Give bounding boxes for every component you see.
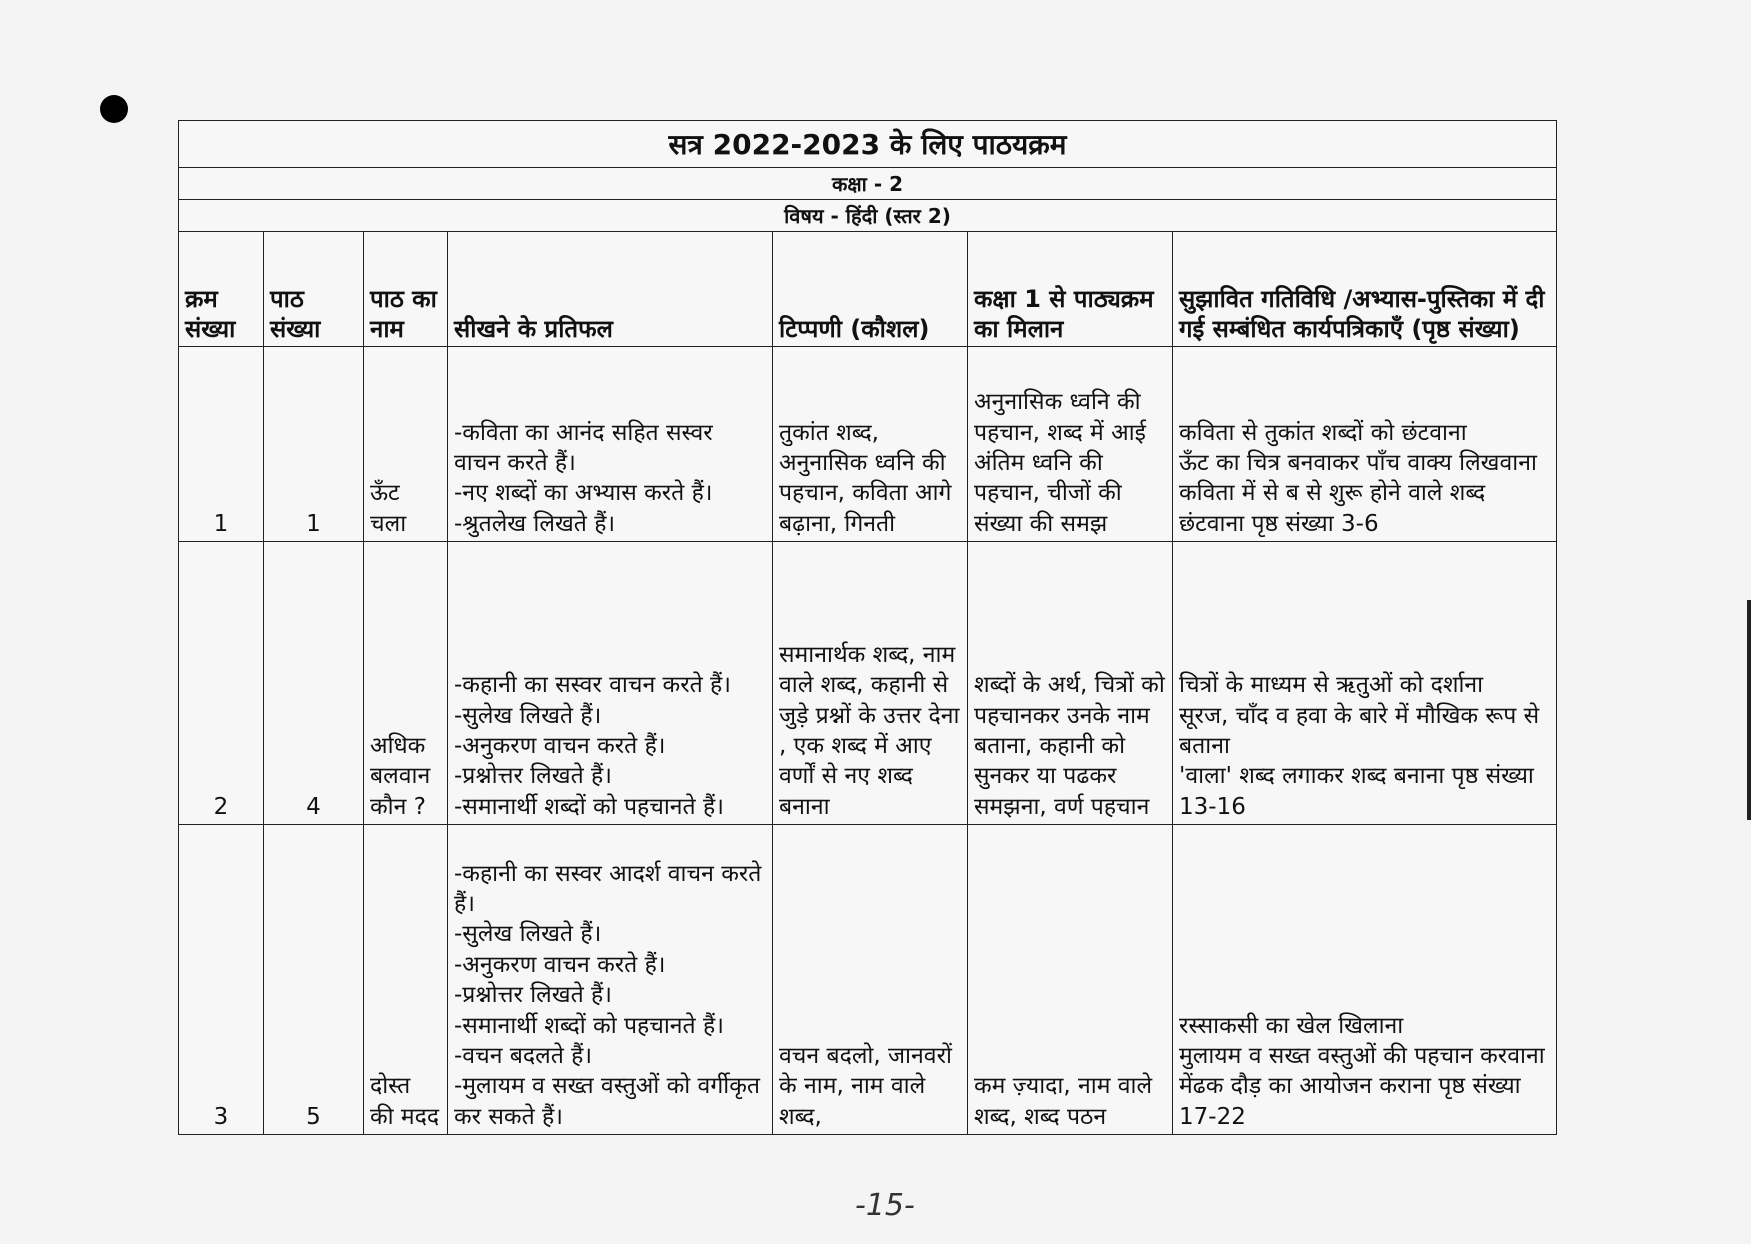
outcome-item: -प्रश्नोत्तर लिखते हैं। [454, 982, 612, 1009]
bullet-dot [100, 95, 128, 123]
header-lesson-no: पाठ संख्या [264, 232, 364, 347]
cell-outcomes [448, 825, 773, 1135]
cell-serial: 3 [179, 825, 264, 1135]
outcome-item: -अनुकरण वाचन करते हैं। [454, 732, 666, 759]
cell-lesson-no: 1 [264, 347, 364, 542]
table-row [179, 542, 1557, 825]
outcome-item: -नए शब्दों का अभ्यास करते हैं। [454, 480, 713, 507]
syllabus-sheet [178, 120, 1556, 1135]
cell-activities [1173, 347, 1557, 542]
cell-serial: 2 [179, 542, 264, 825]
header-serial: क्रम संख्या [179, 232, 264, 347]
outcome-item: -सुलेख लिखते हैं। [454, 921, 602, 948]
activity-item: मुलायम व सख्त वस्तुओं की पहचान करवाना [1179, 1042, 1545, 1069]
outcome-item: -अनुकरण वाचन करते हैं। [454, 951, 666, 978]
outcome-item: -कहानी का सस्वर आदर्श वाचन करते हैं। [454, 860, 762, 918]
cell-remarks: समानार्थक शब्द, नाम वाले शब्द, कहानी से जुड़े प्रश्नों के उत्तर देना , एक शब्द में आए वर्णों से नए शब्द बनाना [773, 542, 968, 825]
activity-item: रस्साकसी का खेल खिलाना [1179, 1012, 1404, 1039]
cell-lesson-no: 4 [264, 542, 364, 825]
activity-item: कविता में से ब से शुरू होने वाले शब्द छंटवाना पृष्ठ संख्या 3-6 [1179, 480, 1486, 537]
outcome-item: -वचन बदलते हैं। [454, 1042, 593, 1069]
outcome-item: -समानार्थी शब्दों को पहचानते हैं। [454, 1012, 724, 1039]
outcome-item: -कहानी का सस्वर वाचन करते हैं। [454, 672, 731, 699]
activity-item: 'वाला' शब्द लगाकर शब्द बनाना पृष्ठ संख्या 13-16 [1179, 763, 1534, 820]
activity-item: ऊँट का चित्र बनवाकर पाँच वाक्य लिखवाना [1179, 449, 1537, 476]
subject-label: विषय - हिंदी (स्तर 2) [179, 200, 1557, 232]
scan-edge-mark [1747, 600, 1751, 820]
header-outcomes: सीखने के प्रतिफल [448, 232, 773, 347]
cell-lesson-no: 5 [264, 825, 364, 1135]
table-title: सत्र 2022-2023 के लिए पाठयक्रम [179, 121, 1557, 168]
outcome-item: -प्रश्नोत्तर लिखते हैं। [454, 763, 612, 790]
cell-outcomes [448, 542, 773, 825]
activity-item: चित्रों के माध्यम से ऋतुओं को दर्शाना [1179, 672, 1484, 699]
cell-remarks: वचन बदलो, जानवरों के नाम, नाम वाले शब्द, [773, 825, 968, 1135]
syllabus-table [178, 120, 1557, 1135]
outcome-item: -मुलायम व सख्त वस्तुओं को वर्गीकृत कर सकते हैं। [454, 1073, 760, 1130]
class-label: कक्षा - 2 [179, 168, 1557, 200]
cell-match: कम ज़्यादा, नाम वाले शब्द, शब्द पठन [968, 825, 1173, 1135]
table-row [179, 825, 1557, 1135]
outcome-item: -सुलेख लिखते हैं। [454, 702, 602, 729]
cell-remarks: तुकांत शब्द, अनुनासिक ध्वनि की पहचान, कविता आगे बढ़ाना, गिनती [773, 347, 968, 542]
cell-serial: 1 [179, 347, 264, 542]
cell-lesson-name: ऊँट चला [364, 347, 448, 542]
outcome-item: -श्रुतलेख लिखते हैं। [454, 510, 616, 537]
activity-item: कविता से तुकांत शब्दों को छंटवाना [1179, 419, 1467, 446]
header-match: कक्षा 1 से पाठ्यक्रम का मिलान [968, 232, 1173, 347]
cell-match: शब्दों के अर्थ, चित्रों को पहचानकर उनके नाम बताना, कहानी को सुनकर या पढकर समझना, वर्ण पहचान [968, 542, 1173, 825]
cell-lesson-name: अधिक बलवान कौन ? [364, 542, 448, 825]
activity-item: सूरज, चाँद व हवा के बारे में मौखिक रूप से बताना [1179, 702, 1540, 759]
page-number: -15- [855, 1188, 915, 1223]
table-row [179, 347, 1557, 542]
cell-outcomes [448, 347, 773, 542]
cell-lesson-name: दोस्त की मदद [364, 825, 448, 1135]
outcome-item: -कविता का आनंद सहित सस्वर वाचन करते हैं। [454, 419, 713, 476]
cell-match: अनुनासिक ध्वनि की पहचान, शब्द में आई अंतिम ध्वनि की पहचान, चीजों की संख्या की समझ [968, 347, 1173, 542]
cell-activities [1173, 825, 1557, 1135]
outcome-item: -समानार्थी शब्दों को पहचानते हैं। [454, 793, 724, 820]
header-activities: सुझावित गतिविधि /अभ्यास-पुस्तिका में दी गई सम्बंधित कार्यपत्रिकाएँ (पृष्ठ संख्या) [1173, 232, 1557, 347]
header-lesson-name: पाठ का नाम [364, 232, 448, 347]
header-remarks: टिप्पणी (कौशल) [773, 232, 968, 347]
cell-activities [1173, 542, 1557, 825]
activity-item: मेंढक दौड़ का आयोजन कराना पृष्ठ संख्या 17-22 [1179, 1073, 1521, 1130]
